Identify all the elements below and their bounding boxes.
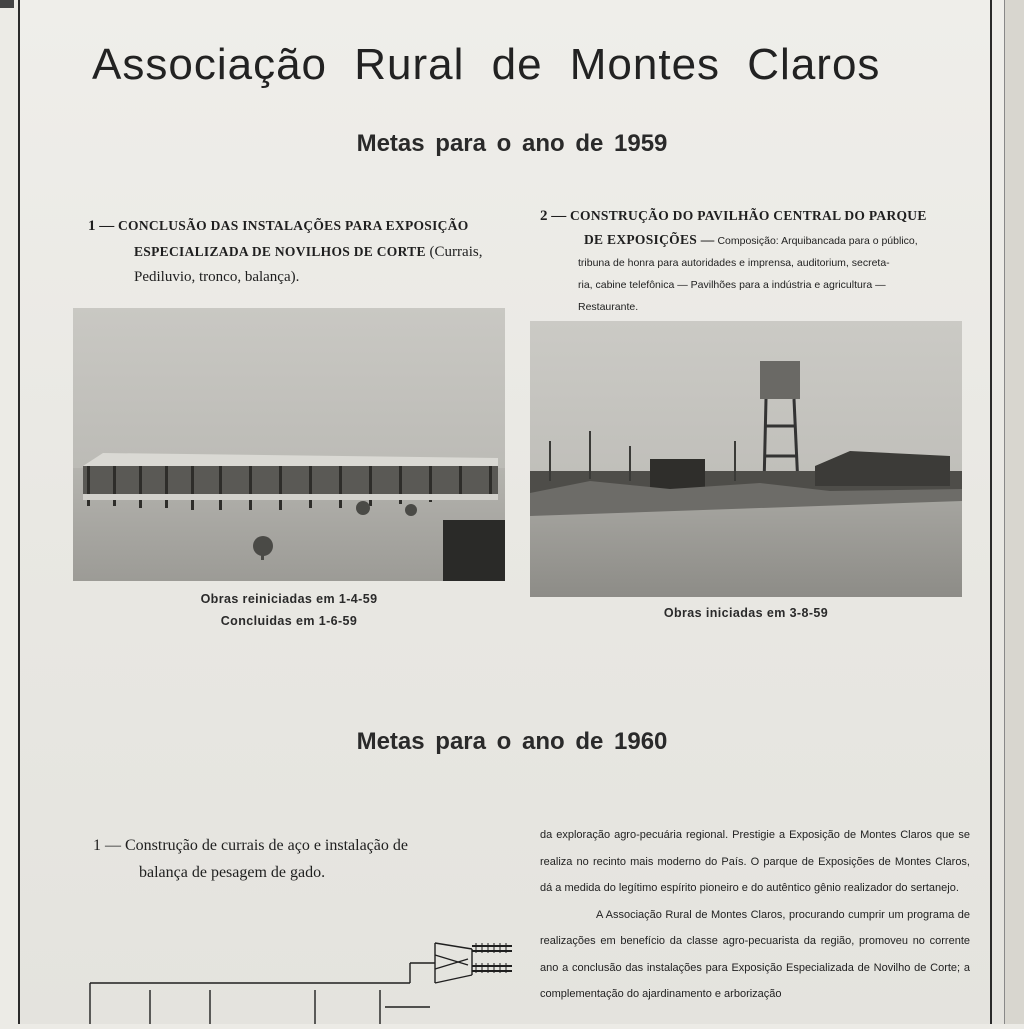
item-text: tribuna de honra para autoridades e imprensa, auditorium, secreta-: [578, 257, 890, 269]
photo-caption: Obras reiniciadas em 1-4-59: [200, 592, 378, 606]
item-text: Composição: Arquibancada para o público,: [714, 235, 918, 247]
article-paragraph: A Associação Rural de Montes Claros, procurando cumprir um programa de realizações em benefício da classe agro-pecuarista da região, promoveu no corrente ano a conclusão das instalações para Exposição Especializada de Novilho de Corte; a complementação do ajardinamento e arborização: [540, 908, 970, 1000]
goal-1960-item-1: [93, 832, 513, 886]
item-caps-line: DE EXPOSIÇÕES —: [584, 232, 715, 247]
goal-1959-item-1: [88, 213, 508, 290]
page-title: Associação Rural de Montes Claros: [92, 40, 881, 89]
item-text: Pediluvio, tronco, balança).: [134, 269, 300, 285]
item-text: 1 — Construção de currais de aço e instalação de: [93, 837, 408, 854]
goal-1959-item-2: [540, 203, 965, 318]
corral-plan-diagram: [80, 935, 530, 1024]
item-number: 2 —: [540, 208, 567, 224]
photo-caption: Concluidas em 1-6-59: [220, 614, 358, 628]
item-line: [88, 239, 508, 265]
item-caps-line: CONCLUSÃO DAS INSTALAÇÕES PARA EXPOSIÇÃO: [118, 218, 469, 233]
photo-pavilion-construction: [530, 321, 962, 597]
heading-goals-1959: Metas para o ano de 1959: [356, 130, 668, 157]
item-caps-line: CONSTRUÇÃO DO PAVILHÃO CENTRAL DO PARQUE: [570, 208, 927, 223]
photo-exhibition-shed: [73, 308, 505, 581]
item-text: (Currais,: [425, 244, 483, 260]
heading-goals-1960: Metas para o ano de 1960: [356, 728, 668, 755]
corner-mark: [0, 0, 14, 8]
item-text: Restaurante.: [578, 301, 639, 313]
item-text: balança de pesagem de gado.: [139, 864, 326, 881]
item-text: ria, cabine telefônica — Pavilhões para a indústria e agricultura —: [578, 279, 886, 291]
photo-caption: Obras iniciadas em 3-8-59: [663, 606, 829, 620]
article-column: [540, 822, 970, 1008]
article-paragraph: da exploração agro-pecuária regional. Prestigie a Exposição de Montes Claros que se realiza no recinto mais moderno do País. O parque de Exposições de Montes Claros, dá a medida do legítimo espírito pioneiro e do autêntico gênio realizador do sertanejo.: [540, 829, 970, 894]
item-number: 1 —: [88, 218, 115, 234]
item-caps-line: ESPECIALIZADA DE NOVILHOS DE CORTE: [134, 244, 426, 259]
